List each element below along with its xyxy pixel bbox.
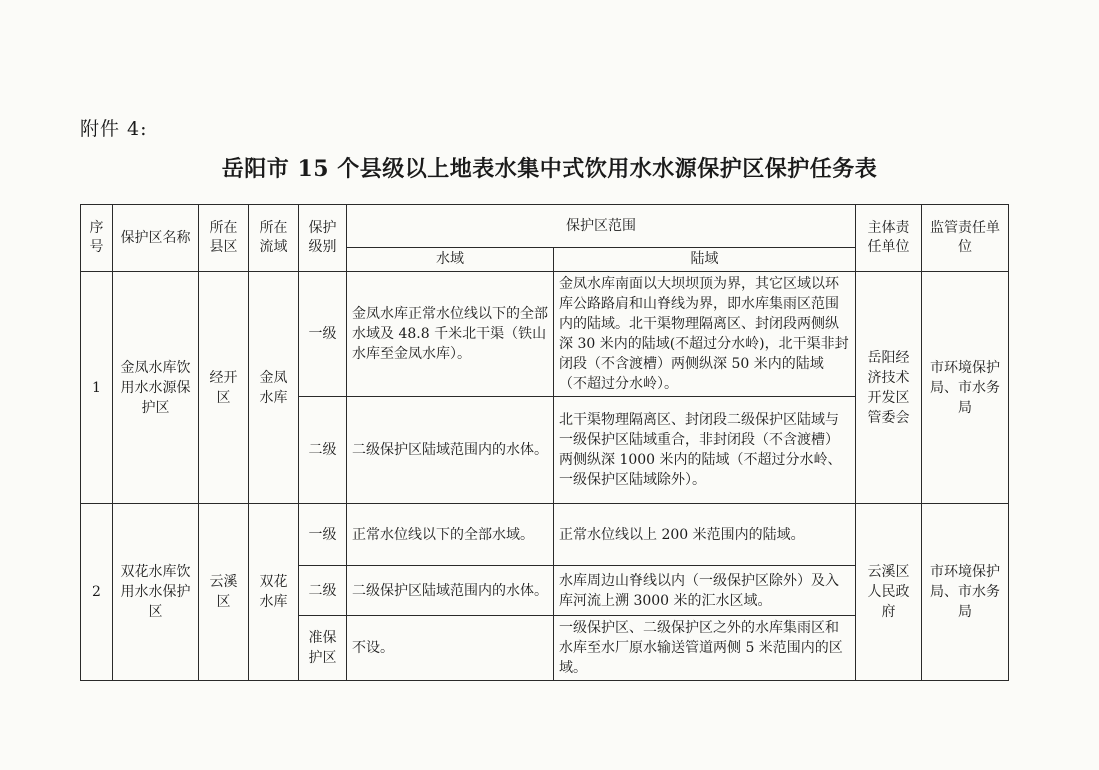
- header-county: 所在县区: [199, 205, 249, 272]
- row-seq: 2: [81, 504, 113, 681]
- row-level: 一级: [299, 504, 347, 566]
- row-land: 金凤水库南面以大坝坝顶为界，其它区域以环库公路路肩和山脊线为界，即水库集雨区范围内的陆域。北干渠物理隔离区、封闭段两侧纵深 30 米内的陆域(不超过分水岭)，北干渠非封闭段（不含渡槽）两侧纵深 50 米内的陆域（不超过分水岭）。: [554, 272, 856, 397]
- row-land: 一级保护区、二级保护区之外的水库集雨区和水库至水厂原水输送管道两侧 5 米范围内的区域。: [554, 616, 856, 681]
- row-county: 云溪区: [199, 504, 249, 681]
- row-basin: 金凤水库: [249, 272, 299, 504]
- header-seq: 序号: [81, 205, 113, 272]
- row-land: 正常水位线以上 200 米范围内的陆域。: [554, 504, 856, 566]
- table-row: [81, 504, 1009, 566]
- row-water: 二级保护区陆域范围内的水体。: [347, 397, 554, 504]
- header-scope: 保护区范围: [347, 205, 856, 248]
- row-land: 水库周边山脊线以内（一级保护区除外）及入库河流上溯 3000 米的汇水区域。: [554, 566, 856, 616]
- row-main-unit: 岳阳经济技术开发区管委会: [856, 272, 922, 504]
- header-basin: 所在流域: [249, 205, 299, 272]
- row-water: 不设。: [347, 616, 554, 681]
- row-seq: 1: [81, 272, 113, 504]
- header-main-unit: 主体责任单位: [856, 205, 922, 272]
- header-name: 保护区名称: [113, 205, 199, 272]
- row-county: 经开区: [199, 272, 249, 504]
- header-supervisor-unit: 监管责任单位: [922, 205, 1009, 272]
- row-name: 双花水库饮用水水保护区: [113, 504, 199, 681]
- protection-task-table: [80, 204, 1009, 681]
- row-level: 二级: [299, 566, 347, 616]
- row-name: 金凤水库饮用水水源保护区: [113, 272, 199, 504]
- row-main-unit: 云溪区人民政府: [856, 504, 922, 681]
- header-water: 水域: [347, 248, 554, 272]
- attachment-label: 附件 4:: [80, 118, 148, 140]
- row-water: 正常水位线以下的全部水域。: [347, 504, 554, 566]
- header-land: 陆域: [554, 248, 856, 272]
- row-water: 二级保护区陆域范围内的水体。: [347, 566, 554, 616]
- page-title: 岳阳市 15 个县级以上地表水集中式饮用水水源保护区保护任务表: [221, 156, 878, 182]
- row-supervisor-unit: 市环境保护局、市水务局: [922, 504, 1009, 681]
- row-level: 一级: [299, 272, 347, 397]
- table-row: [81, 272, 1009, 397]
- row-land: 北干渠物理隔离区、封闭段二级保护区陆域与一级保护区陆域重合，非封闭段（不含渡槽）两侧纵深 1000 米内的陆域（不超过分水岭、一级保护区陆域除外）。: [554, 397, 856, 504]
- row-supervisor-unit: 市环境保护局、市水务局: [922, 272, 1009, 504]
- header-level: 保护级别: [299, 205, 347, 272]
- row-level: 二级: [299, 397, 347, 504]
- row-level: 准保护区: [299, 616, 347, 681]
- row-basin: 双花水库: [249, 504, 299, 681]
- row-water: 金凤水库正常水位线以下的全部水域及 48.8 千米北干渠（铁山水库至金凤水库）。: [347, 272, 554, 397]
